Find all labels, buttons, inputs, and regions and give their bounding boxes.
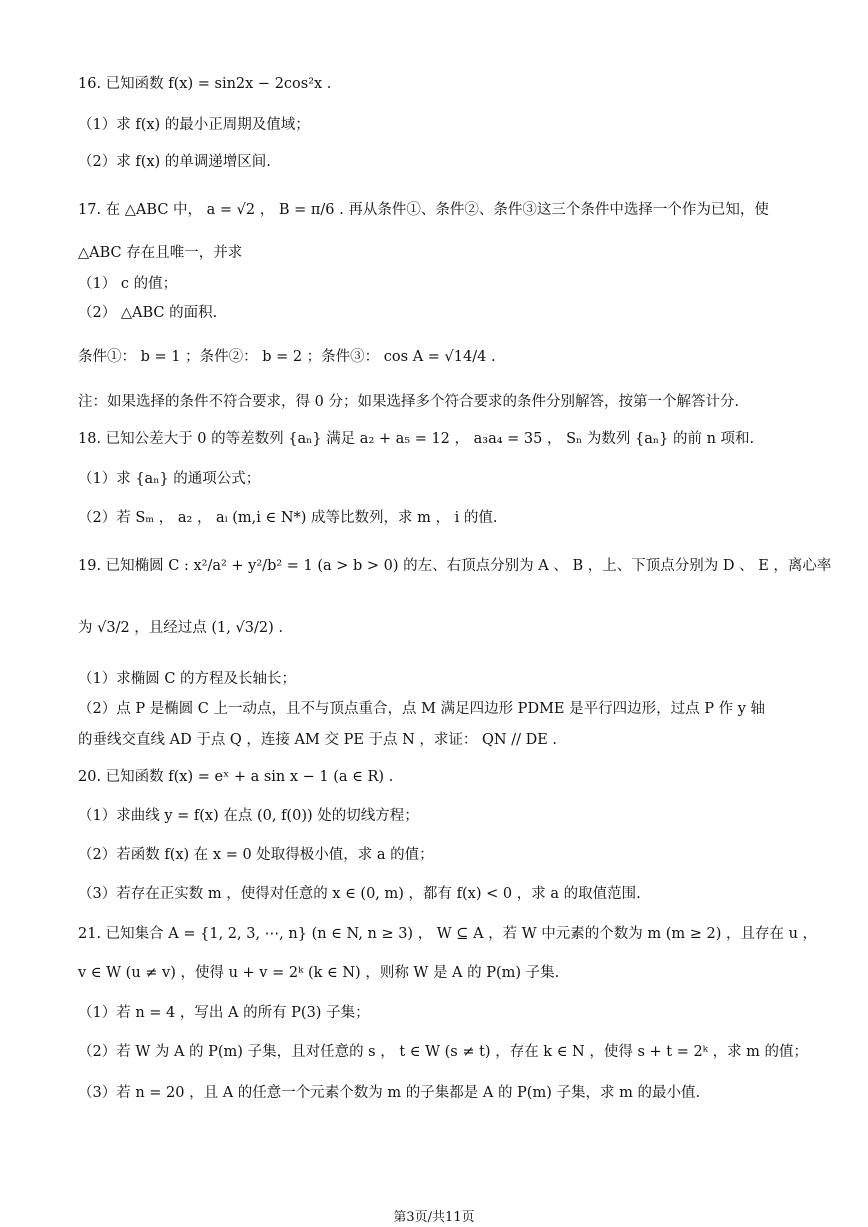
q16-part1: （1）求 f(x) 的最小正周期及值域；: [78, 117, 310, 133]
q17-stem-cont: △ABC 存在且唯一，并求: [78, 245, 243, 261]
q21-part2: （2）若 W 为 A 的 P(m) 子集，且对任意的 s ， t ∈ W (s ≠ t) ，存在 k ∈ N ，使得 s + t = 2ᵏ ，求 m 的值；: [78, 1044, 809, 1060]
q21-stem-cont: v ∈ W (u ≠ v) ，使得 u + v = 2ᵏ (k ∈ N) ，则称 W 是 A 的 P(m) 子集.: [78, 965, 560, 981]
q19-part2-cont: 的垂线交直线 AD 于点 Q ，连接 AM 交 PE 于点 N ，求证： QN // DE .: [78, 732, 558, 748]
q16-stem: 16. 已知函数 f(x) = sin2x − 2cos²x .: [78, 76, 332, 92]
q21-part1: （1）若 n = 4 ，写出 A 的所有 P(3) 子集；: [78, 1005, 370, 1021]
q20-stem: 20. 已知函数 f(x) = eˣ + a sin x − 1 (a ∈ R) .: [78, 769, 394, 785]
q17-part1: （1） c 的值；: [78, 276, 178, 292]
q16-part2: （2）求 f(x) 的单调递增区间.: [78, 154, 271, 170]
q21-stem: 21. 已知集合 A = {1, 2, 3, ⋯, n} (n ∈ N, n ≥ 3) ， W ⊆ A ，若 W 中元素的个数为 m (m ≥ 2) ，且存在 u ，: [78, 926, 818, 942]
q20-part2: （2）若函数 f(x) 在 x = 0 处取得极小值，求 a 的值；: [78, 847, 434, 863]
q18-part2: （2）若 Sₘ ， a₂ ， aᵢ (m,i ∈ N*) 成等比数列，求 m ， i 的值.: [78, 510, 498, 526]
q19-stem-cont: 为 √3/2 ，且经过点 (1, √3/2) .: [78, 620, 283, 636]
page-footer: 第3页/共11页: [393, 1210, 475, 1225]
q18-stem: 18. 已知公差大于 0 的等差数列 {aₙ} 满足 a₂ + a₅ = 12 ， a₃a₄ = 35 ， Sₙ 为数列 {aₙ} 的前 n 项和.: [78, 431, 755, 447]
q17-conditions: 条件①： b = 1 ；条件②： b = 2 ；条件③： cos A = √14/4 .: [78, 349, 496, 365]
q21-part3: （3）若 n = 20 ，且 A 的任意一个元素个数为 m 的子集都是 A 的 P(m) 子集，求 m 的最小值.: [78, 1085, 701, 1101]
q18-part1: （1）求 {aₙ} 的通项公式；: [78, 471, 261, 487]
q19-part1: （1）求椭圆 C 的方程及长轴长；: [78, 671, 297, 687]
q17-part2: （2） △ABC 的面积.: [78, 305, 218, 321]
q20-part1: （1）求曲线 y = f(x) 在点 (0, f(0)) 处的切线方程；: [78, 808, 419, 824]
q17-stem: 17. 在 △ABC 中， a = √2 ， B = π/6 . 再从条件①、条件②、条件③这三个条件中选择一个作为已知，使: [78, 202, 769, 218]
q17-note: 注：如果选择的条件不符合要求，得 0 分；如果选择多个符合要求的条件分别解答，按第一个解答计分.: [78, 394, 740, 410]
q19-stem: 19. 已知椭圆 C : x²/a² + y²/b² = 1 (a > b > 0) 的左、右顶点分别为 A 、 B ，上、下顶点分别为 D 、 E ，离心率: [78, 558, 832, 574]
q19-part2: （2）点 P 是椭圆 C 上一动点，且不与顶点重合，点 M 满足四边形 PDME 是平行四边形，过点 P 作 y 轴: [78, 701, 765, 717]
q20-part3: （3）若存在正实数 m ，使得对任意的 x ∈ (0, m) ，都有 f(x) < 0 ，求 a 的取值范围.: [78, 886, 641, 902]
